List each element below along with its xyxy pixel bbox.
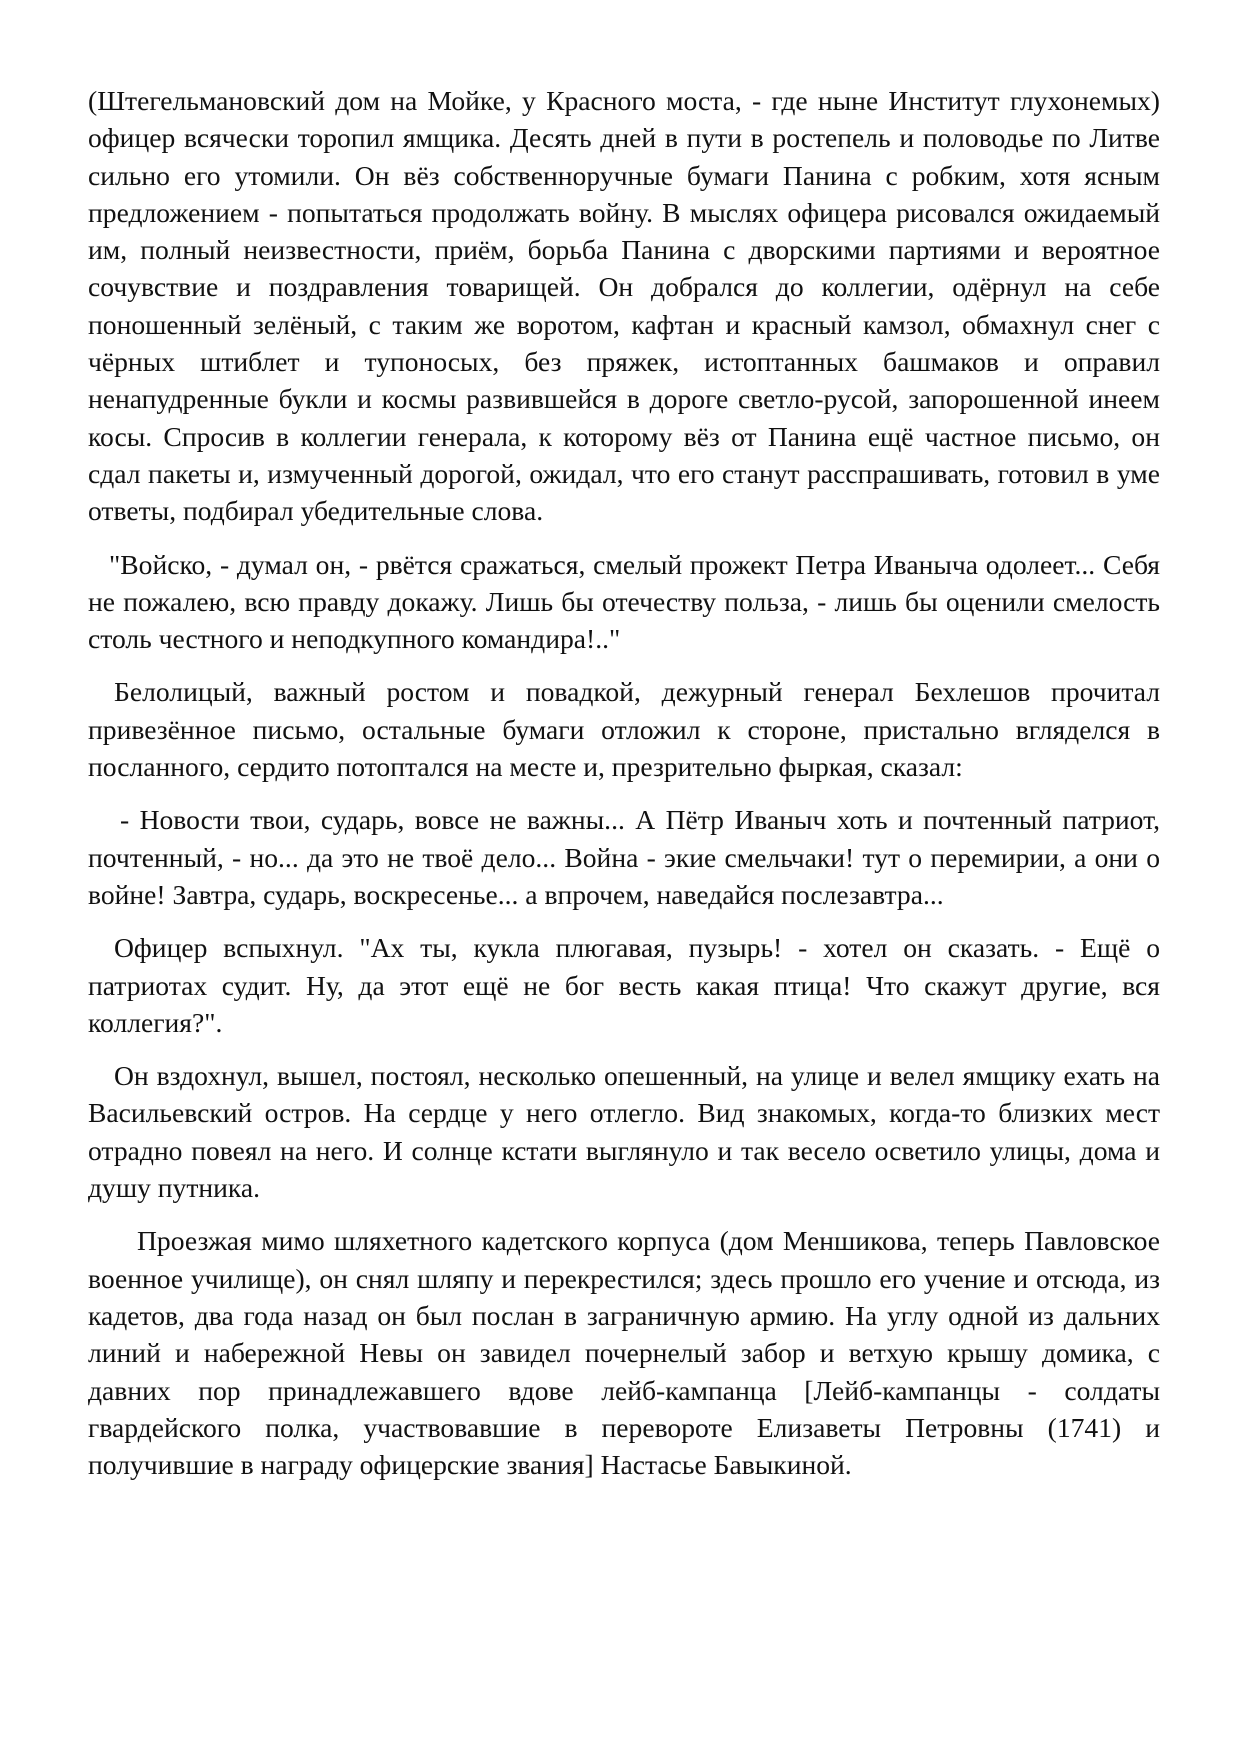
paragraph-4: - Новости твои, сударь, вовсе не важны... А Пётр Иваныч хоть и почтенный патриот, почтенный, - но... да это не твоё дело... Война - экие смельчаки! тут о перемирии, а они о войне! Завтра, сударь, воскресенье... а впрочем, наведайся послезавтра... — [88, 804, 1160, 910]
paragraph-5: Офицер вспыхнул. "Ах ты, кукла плюгавая, пузырь! - хотел он сказать. - Ещё о патриотах судит. Ну, да этот ещё не бог весть какая птица! Что скажут другие, вся коллегия?". — [88, 932, 1160, 1038]
document-body — [88, 82, 1160, 1499]
paragraph-2: "Войско, - думал он, - рвётся сражаться, смелый прожект Петра Иваныча одолеет... Себя не пожалею, всю правду докажу. Лишь бы отечеству польза, - лишь бы оценили смелость столь честного и неподкупного командира!.." — [88, 548, 1160, 655]
paragraph-1: (Штегельмановский дом на Мойке, у Красного моста, - где ныне Институт глухонемых) офицер всячески торопил ямщика. Десять дней в пути в ростепель и половодье по Литве сильно его утомили. Он вёз собственноручные бумаги Панина с робким, хотя ясным предложением - попытаться продолжать войну. В мыслях офицера рисовался ожидаемый им, полный неизвестности, приём, борьба Панина с дворскими партиями и вероятное сочувствие и поздравления товарищей. Он добрался до коллегии, одёрнул на себе поношенный зелёный, с таким же воротом, кафтан и красный камзол, обмахнул снег с чёрных штиблет и тупоносых, без пряжек, истоптанных башмаков и оправил ненапудренные букли и космы развившейся в дороге светло-русой, запорошенной инеем косы. Спросив в коллегии генерала, к которому вёз от Панина ещё частное письмо, он сдал пакеты и, измученный дорогой, ожидал, что его станут расспрашивать, готовил в уме ответы, подбирал убедительные слова. — [88, 85, 1160, 527]
paragraph-3: Белолицый, важный ростом и повадкой, дежурный генерал Бехлешов прочитал привезённое письмо, остальные бумаги отложил к стороне, пристально вгляделся в посланного, сердито потоптался на месте и, презрительно фыркая, сказал: — [88, 676, 1160, 783]
paragraph-6: Он вздохнул, вышел, постоял, несколько опешенный, на улице и велел ямщику ехать на Васильевский остров. На сердце у него отлегло. Вид знакомых, когда-то близких мест отрадно повеял на него. И солнце кстати выглянуло и так весело осветило улицы, дома и душу путника. — [88, 1060, 1160, 1204]
paragraph-7: Проезжая мимо шляхетного кадетского корпуса (дом Меншикова, теперь Павловское военное училище), он снял шляпу и перекрестился; здесь прошло его учение и отсюда, из кадетов, два года назад он был послан в заграничную армию. На углу одной из дальних линий и набережной Невы он завидел почернелый забор и ветхую крышу домика, с давних пор принадлежавшего вдове лейб-кампанца [Лейб-кампанцы - солдаты гвардейского полка, участвовавшие в перевороте Елизаветы Петровны (1741) и получившие в награду офицерские звания] Настасье Бавыкиной. — [88, 1225, 1160, 1481]
